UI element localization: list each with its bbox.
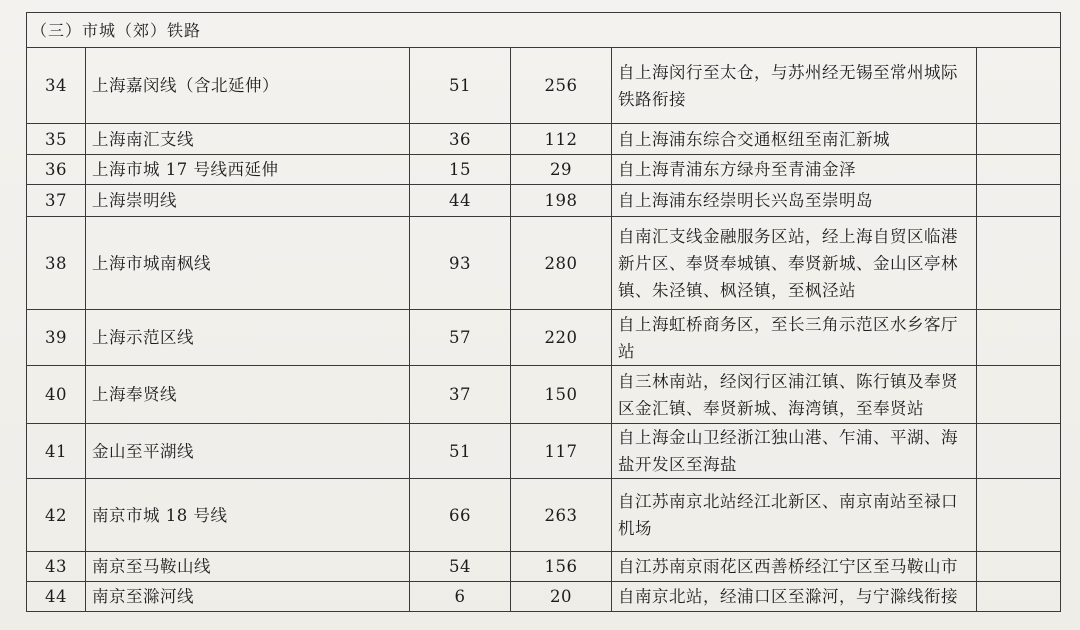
table-row <box>27 310 1061 366</box>
investment-value: 263 <box>511 479 612 552</box>
line-name: 上海南汇支线 <box>86 124 410 155</box>
row-number: 42 <box>27 479 86 552</box>
line-name: 南京至马鞍山线 <box>86 552 410 582</box>
route-description: 自上海青浦东方绿舟至青浦金泽 <box>612 155 977 185</box>
row-number: 40 <box>27 366 86 424</box>
table-row <box>27 155 1061 185</box>
railway-table <box>26 12 1061 612</box>
line-name: 上海市城 17 号线西延伸 <box>86 155 410 185</box>
remarks-cell <box>977 424 1061 479</box>
table-row <box>27 124 1061 155</box>
remarks-cell <box>977 366 1061 424</box>
length-value: 57 <box>410 310 511 366</box>
table-row <box>27 48 1061 124</box>
remarks-cell <box>977 310 1061 366</box>
route-description: 自上海闵行至太仓，与苏州经无锡至常州城际铁路衔接 <box>612 48 977 124</box>
remarks-cell <box>977 155 1061 185</box>
remarks-cell <box>977 185 1061 217</box>
length-value: 66 <box>410 479 511 552</box>
table-row <box>27 582 1061 612</box>
line-name: 上海示范区线 <box>86 310 410 366</box>
line-name: 上海市城南枫线 <box>86 217 410 310</box>
table-row <box>27 479 1061 552</box>
row-number: 34 <box>27 48 86 124</box>
section-title: （三）市城（郊）铁路 <box>27 13 1061 48</box>
table-row <box>27 185 1061 217</box>
route-description: 自上海浦东综合交通枢纽至南汇新城 <box>612 124 977 155</box>
table-row <box>27 552 1061 582</box>
investment-value: 117 <box>511 424 612 479</box>
length-value: 15 <box>410 155 511 185</box>
route-description: 自三林南站，经闵行区浦江镇、陈行镇及奉贤区金汇镇、奉贤新城、海湾镇，至奉贤站 <box>612 366 977 424</box>
remarks-cell <box>977 582 1061 612</box>
row-number: 38 <box>27 217 86 310</box>
investment-value: 198 <box>511 185 612 217</box>
investment-value: 220 <box>511 310 612 366</box>
investment-value: 29 <box>511 155 612 185</box>
remarks-cell <box>977 124 1061 155</box>
row-number: 39 <box>27 310 86 366</box>
line-name: 上海奉贤线 <box>86 366 410 424</box>
route-description: 自上海虹桥商务区，至长三角示范区水乡客厅站 <box>612 310 977 366</box>
length-value: 51 <box>410 424 511 479</box>
route-description: 自江苏南京雨花区西善桥经江宁区至马鞍山市 <box>612 552 977 582</box>
line-name: 南京市城 18 号线 <box>86 479 410 552</box>
remarks-cell <box>977 479 1061 552</box>
investment-value: 256 <box>511 48 612 124</box>
row-number: 41 <box>27 424 86 479</box>
length-value: 36 <box>410 124 511 155</box>
length-value: 54 <box>410 552 511 582</box>
route-description: 自江苏南京北站经江北新区、南京南站至禄口机场 <box>612 479 977 552</box>
route-description: 自南汇支线金融服务区站，经上海自贸区临港新片区、奉贤奉城镇、奉贤新城、金山区亭林镇、朱泾镇、枫泾镇，至枫泾站 <box>612 217 977 310</box>
line-name: 上海嘉闵线（含北延伸） <box>86 48 410 124</box>
row-number: 37 <box>27 185 86 217</box>
length-value: 6 <box>410 582 511 612</box>
line-name: 金山至平湖线 <box>86 424 410 479</box>
row-number: 44 <box>27 582 86 612</box>
remarks-cell <box>977 217 1061 310</box>
investment-value: 150 <box>511 366 612 424</box>
route-description: 自上海金山卫经浙江独山港、乍浦、平湖、海盐开发区至海盐 <box>612 424 977 479</box>
row-number: 35 <box>27 124 86 155</box>
row-number: 43 <box>27 552 86 582</box>
length-value: 93 <box>410 217 511 310</box>
row-number: 36 <box>27 155 86 185</box>
table-row <box>27 217 1061 310</box>
length-value: 37 <box>410 366 511 424</box>
table-row <box>27 424 1061 479</box>
investment-value: 280 <box>511 217 612 310</box>
length-value: 44 <box>410 185 511 217</box>
route-description: 自南京北站，经浦口区至滁河，与宁滁线衔接 <box>612 582 977 612</box>
route-description: 自上海浦东经崇明长兴岛至崇明岛 <box>612 185 977 217</box>
line-name: 上海崇明线 <box>86 185 410 217</box>
line-name: 南京至滁河线 <box>86 582 410 612</box>
section-header-row <box>27 13 1061 48</box>
remarks-cell <box>977 48 1061 124</box>
length-value: 51 <box>410 48 511 124</box>
remarks-cell <box>977 552 1061 582</box>
table-row <box>27 366 1061 424</box>
investment-value: 156 <box>511 552 612 582</box>
investment-value: 20 <box>511 582 612 612</box>
investment-value: 112 <box>511 124 612 155</box>
